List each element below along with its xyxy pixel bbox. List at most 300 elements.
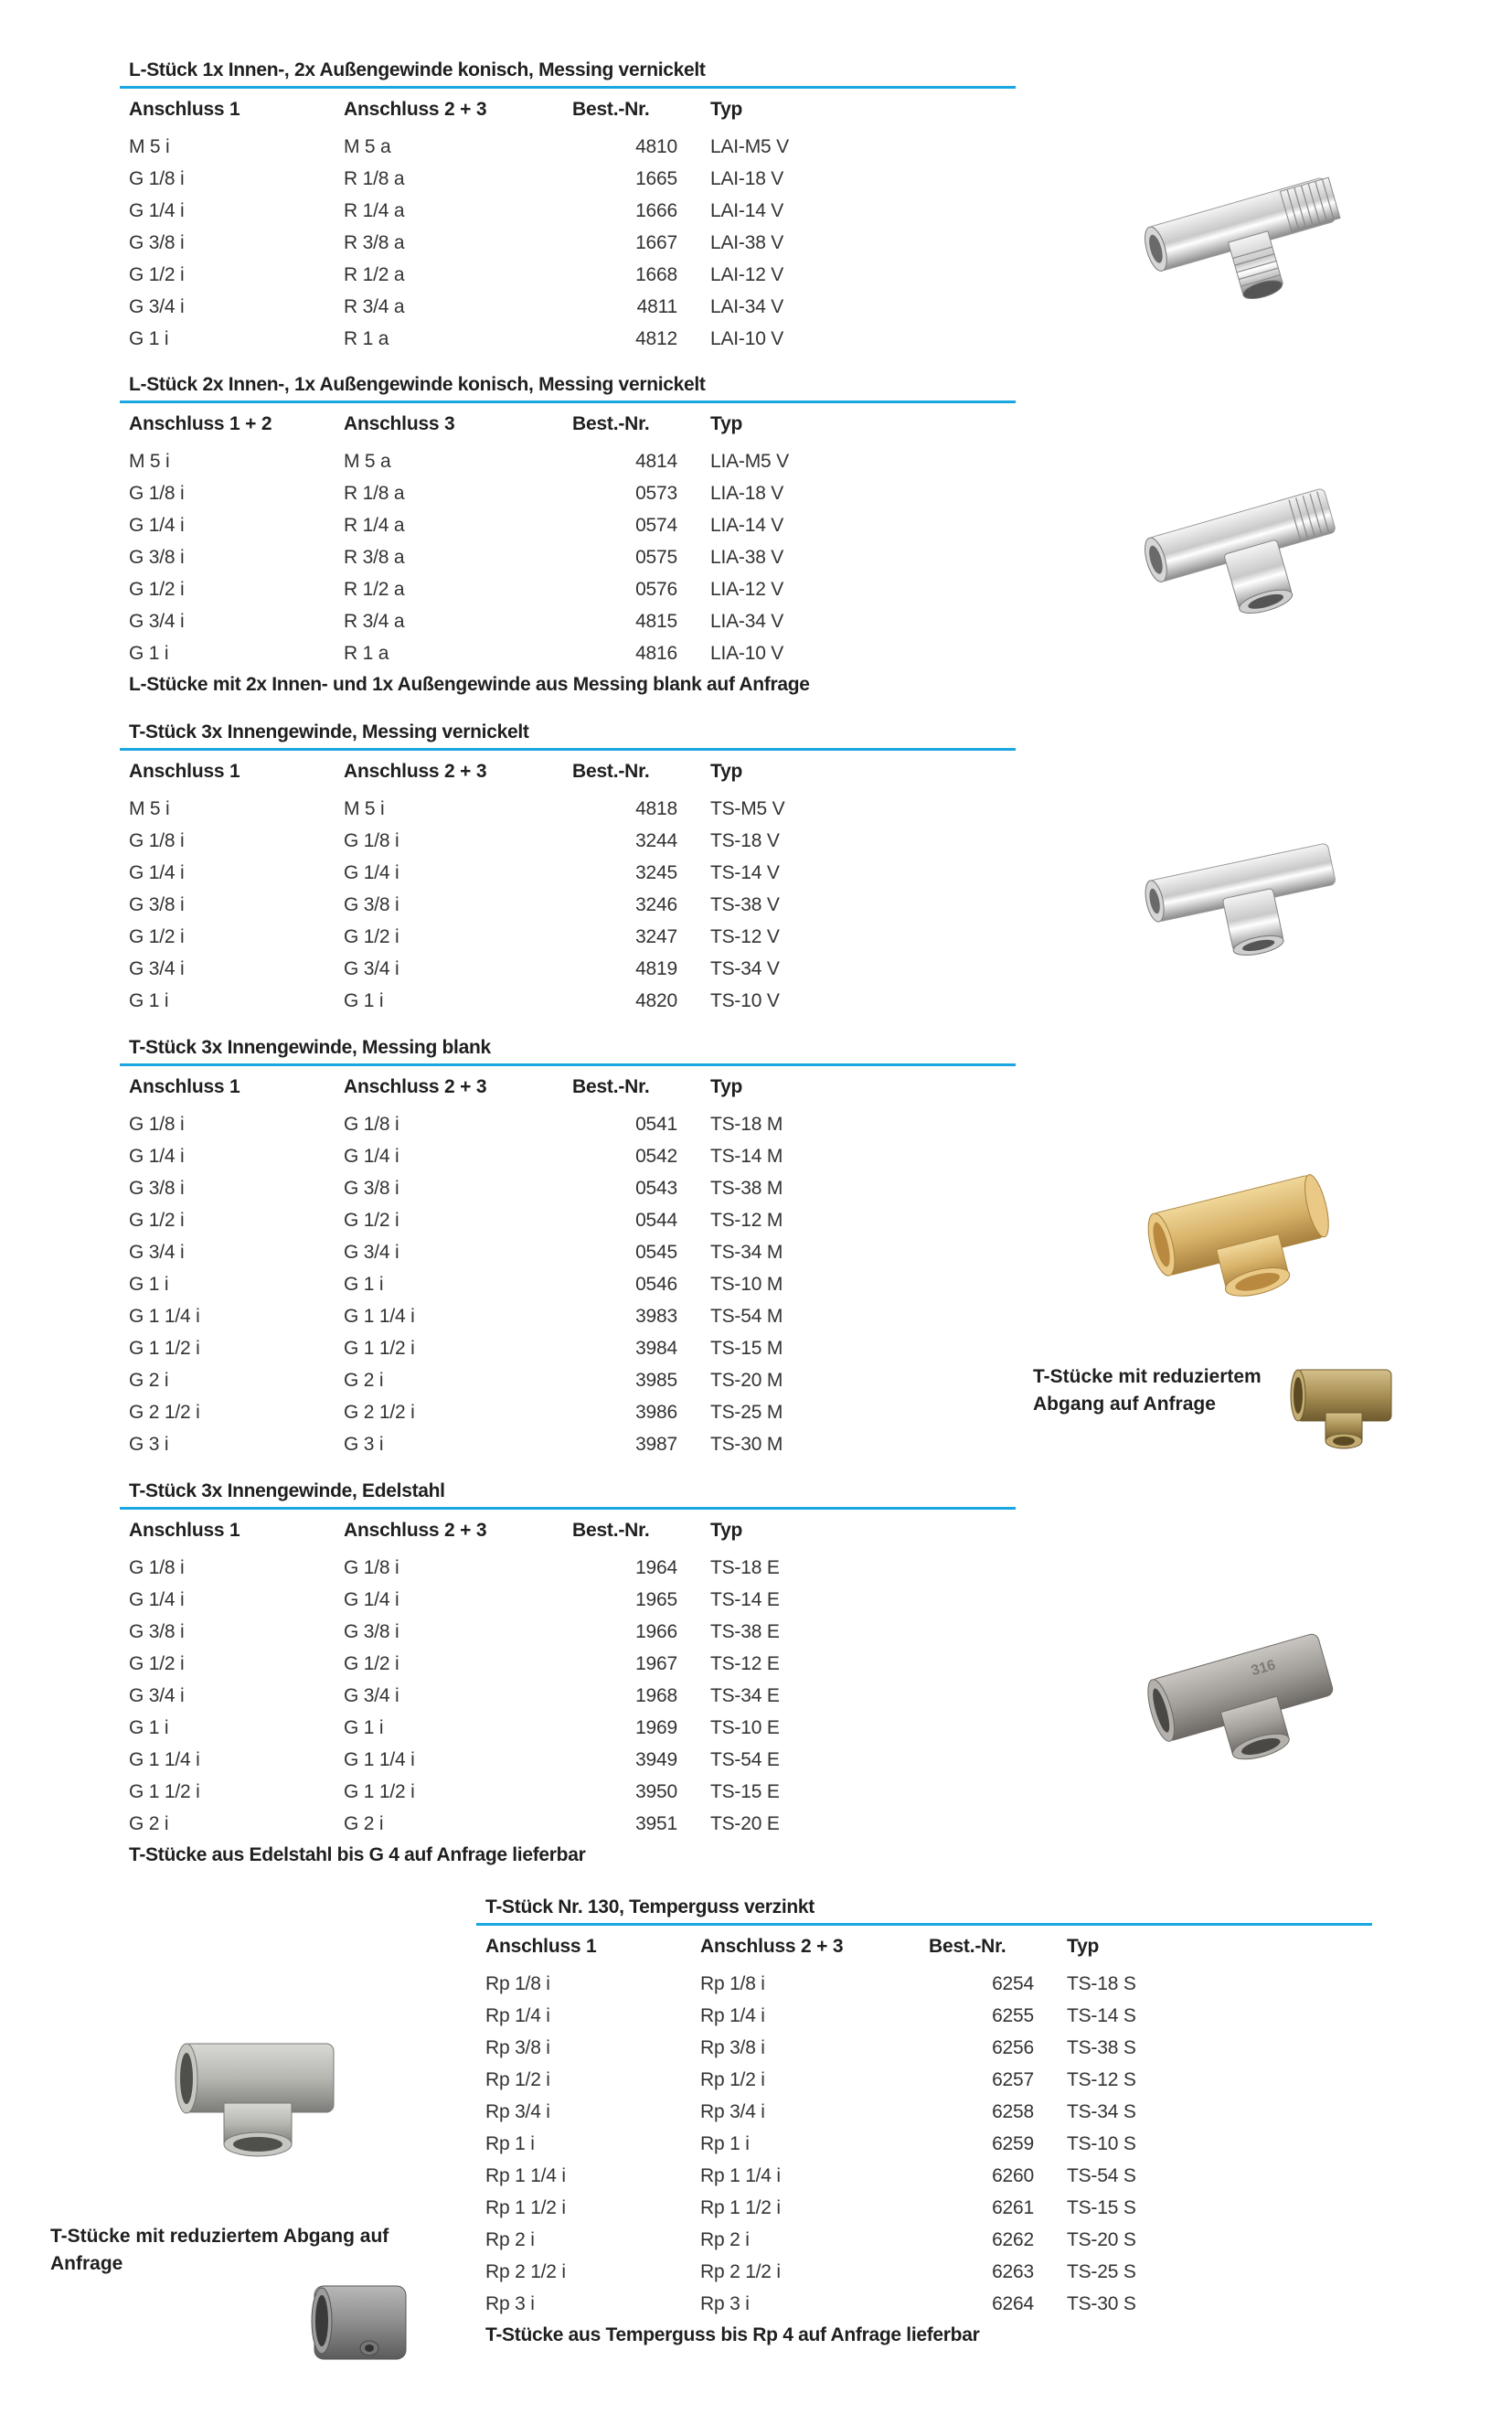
cell-connection-2: R 1/8 a [344, 168, 405, 189]
cell-connection-2: G 1/4 i [344, 1146, 399, 1167]
cell-connection-1: G 1/8 i [129, 1557, 185, 1578]
cell-connection-2: G 3/8 i [344, 1178, 399, 1199]
cell-type: TS-20 M [710, 1370, 783, 1391]
table-row [120, 1712, 1016, 1744]
cell-connection-2: G 3/4 i [344, 958, 399, 979]
cell-connection-1: M 5 i [129, 451, 170, 472]
cell-connection-2: R 1/2 a [344, 264, 405, 285]
table-row [120, 1268, 1016, 1300]
cell-connection-2: M 5 i [344, 798, 385, 819]
cell-type: TS-20 E [710, 1813, 780, 1834]
column-header-type: Typ [710, 761, 743, 782]
table-row [120, 1108, 1016, 1140]
column-header-connection-1: Anschluss 1 [129, 1520, 240, 1541]
cell-order-number: 3951 [635, 1813, 677, 1834]
cell-connection-2: M 5 a [344, 136, 391, 157]
cell-connection-2: G 1 1/4 i [344, 1749, 415, 1770]
cell-connection-2: M 5 a [344, 451, 391, 472]
galvanized-tee-icon [174, 2035, 338, 2163]
cell-connection-1: M 5 i [129, 136, 170, 157]
cell-connection-1: Rp 3 i [485, 2293, 535, 2314]
side-note-line: Abgang auf Anfrage [1033, 1394, 1216, 1415]
cell-type: TS-38 E [710, 1621, 780, 1642]
cell-order-number: 0576 [635, 579, 677, 600]
cell-connection-1: G 1/2 i [129, 926, 185, 947]
column-header-order-number: Best.-Nr. [572, 761, 650, 782]
column-header-connection-1: Anschluss 1 [129, 761, 240, 782]
cell-order-number: 0574 [635, 515, 677, 536]
cell-type: TS-54 E [710, 1749, 780, 1770]
table-row [120, 1808, 1016, 1840]
table-row [120, 227, 1016, 259]
product-table [120, 1510, 1016, 1840]
side-note-line: T-Stücke mit reduziertem Abgang auf [50, 2226, 389, 2247]
cell-connection-2: Rp 3 i [700, 2293, 750, 2314]
cell-type: LIA-M5 V [710, 451, 789, 472]
cell-connection-2: G 1 i [344, 990, 384, 1011]
column-header-connection-1: Anschluss 1 [485, 1936, 597, 1957]
cell-order-number: 4819 [635, 958, 677, 979]
cell-connection-1: G 3 i [129, 1434, 169, 1455]
cell-order-number: 3247 [635, 926, 677, 947]
cell-type: TS-54 M [710, 1306, 783, 1327]
cell-type: LAI-M5 V [710, 136, 789, 157]
cell-order-number: 0573 [635, 483, 677, 504]
cell-order-number: 4811 [636, 296, 677, 317]
cell-order-number: 3986 [635, 1402, 677, 1423]
table-row [120, 1172, 1016, 1204]
cell-connection-2: R 3/4 a [344, 611, 405, 632]
section-title: L-Stück 1x Innen-, 2x Außengewinde konisch, Messing vernickelt [129, 59, 706, 80]
cell-order-number: 6258 [992, 2101, 1034, 2122]
cell-order-number: 3983 [635, 1306, 677, 1327]
table-row [120, 1396, 1016, 1428]
table-row [476, 2064, 1372, 2096]
table-row [120, 921, 1016, 953]
table-row [120, 259, 1016, 291]
cell-order-number: 0541 [635, 1114, 677, 1135]
section-tee-nickel [120, 719, 1016, 1017]
cell-connection-2: Rp 1 1/2 i [700, 2197, 781, 2218]
cell-type: LIA-18 V [710, 483, 784, 504]
cell-type: TS-25 M [710, 1402, 783, 1423]
cell-order-number: 1666 [635, 200, 677, 221]
stainless-tee-icon [1143, 1609, 1344, 1774]
column-header-connection-1: Anschluss 1 + 2 [129, 413, 272, 434]
cell-type: LAI-10 V [710, 328, 784, 349]
table-row [120, 131, 1016, 163]
cell-connection-2: Rp 1/8 i [700, 1973, 765, 1994]
cell-order-number: 1668 [635, 264, 677, 285]
cell-connection-2: G 1/2 i [344, 1210, 399, 1231]
column-header-order-number: Best.-Nr. [572, 1520, 650, 1541]
table-row [120, 573, 1016, 605]
cell-order-number: 1665 [635, 168, 677, 189]
table-row [120, 1552, 1016, 1584]
table-row [120, 1680, 1016, 1712]
column-header-connection-2: Anschluss 2 + 3 [344, 1520, 487, 1541]
cell-type: TS-12 V [710, 926, 780, 947]
cell-type: LIA-12 V [710, 579, 784, 600]
tee-fitting-icon [1134, 146, 1353, 311]
cell-type: TS-10 S [1067, 2133, 1136, 2154]
cell-connection-1: G 3/8 i [129, 547, 185, 568]
cell-type: LAI-12 V [710, 264, 784, 285]
cell-connection-1: G 3/8 i [129, 894, 185, 915]
cell-connection-1: G 1/8 i [129, 830, 185, 851]
product-table [120, 403, 1016, 669]
section-footnote: T-Stücke aus Temperguss bis Rp 4 auf Anfrage lieferbar [485, 2324, 980, 2345]
cell-connection-1: G 1/4 i [129, 1146, 185, 1167]
cell-order-number: 3949 [635, 1749, 677, 1770]
table-row [120, 477, 1016, 509]
cell-type: TS-10 M [710, 1274, 783, 1295]
cell-connection-1: G 1 1/2 i [129, 1781, 200, 1802]
cell-order-number: 6263 [992, 2261, 1034, 2282]
column-header-connection-2: Anschluss 2 + 3 [700, 1936, 844, 1957]
table-row [120, 195, 1016, 227]
table-row [120, 953, 1016, 985]
table-row [476, 2224, 1372, 2256]
cell-order-number: 6259 [992, 2133, 1034, 2154]
cell-order-number: 3985 [635, 1370, 677, 1391]
table-header-row [120, 1510, 1016, 1552]
cell-connection-1: G 1 1/2 i [129, 1338, 200, 1359]
section-title: L-Stück 2x Innen-, 1x Außengewinde konisch, Messing vernickelt [129, 374, 706, 395]
table-row [120, 1140, 1016, 1172]
cell-connection-1: G 1/2 i [129, 1210, 185, 1231]
product-image-stainless-tee [1143, 1609, 1344, 1774]
section-l-piece-2f-1m [120, 371, 1016, 700]
cell-connection-2: R 3/8 a [344, 547, 405, 568]
cell-connection-2: R 1/8 a [344, 483, 405, 504]
cell-order-number: 3987 [635, 1434, 677, 1455]
table-row [120, 1744, 1016, 1776]
cell-connection-1: Rp 1 1/4 i [485, 2165, 566, 2186]
cell-type: TS-12 E [710, 1653, 780, 1674]
column-header-type: Typ [710, 413, 743, 434]
table-row [476, 2096, 1372, 2128]
cell-connection-1: G 2 i [129, 1370, 169, 1391]
cell-type: TS-18 M [710, 1114, 783, 1135]
cell-type: TS-34 S [1067, 2101, 1136, 2122]
product-image-nickel-tee-2f-1m [1134, 457, 1353, 622]
section-tee-stainless [120, 1478, 1016, 1871]
cell-connection-1: Rp 1 i [485, 2133, 535, 2154]
cell-connection-1: Rp 1/4 i [485, 2005, 550, 2026]
cell-connection-1: G 1/8 i [129, 168, 185, 189]
table-row [476, 2288, 1372, 2320]
cell-type: TS-12 S [1067, 2069, 1136, 2090]
table-row [120, 445, 1016, 477]
cell-connection-1: G 1/2 i [129, 579, 185, 600]
cell-connection-2: G 3/4 i [344, 1685, 399, 1706]
cell-connection-1: G 1/8 i [129, 483, 185, 504]
cell-connection-2: G 1/8 i [344, 830, 399, 851]
side-note-reduced-tee-brass [1033, 1363, 1307, 1418]
cell-order-number: 4818 [635, 798, 677, 819]
cell-connection-1: Rp 2 1/2 i [485, 2261, 566, 2282]
cell-order-number: 6256 [992, 2037, 1034, 2058]
cell-type: TS-M5 V [710, 798, 785, 819]
section-title: T-Stück Nr. 130, Temperguss verzinkt [485, 1896, 815, 1917]
cell-connection-2: G 1/8 i [344, 1114, 399, 1135]
table-row [476, 1968, 1372, 2000]
cell-connection-1: G 1/4 i [129, 1589, 185, 1610]
cell-connection-1: Rp 1/8 i [485, 1973, 550, 1994]
cell-type: TS-38 S [1067, 2037, 1136, 2058]
cell-type: LIA-10 V [710, 643, 784, 664]
cell-connection-1: G 3/4 i [129, 296, 185, 317]
product-image-brass-tee [1143, 1143, 1335, 1308]
section-title: T-Stück 3x Innengewinde, Messing blank [129, 1037, 491, 1058]
cell-connection-1: G 1/4 i [129, 862, 185, 883]
table-row [476, 2000, 1372, 2032]
table-row [120, 1584, 1016, 1616]
cell-order-number: 6260 [992, 2165, 1034, 2186]
cell-order-number: 6264 [992, 2293, 1034, 2314]
cell-type: LAI-18 V [710, 168, 784, 189]
cell-order-number: 4812 [635, 328, 677, 349]
product-image-brass-reducing-tee [1287, 1362, 1397, 1452]
cell-order-number: 0543 [635, 1178, 677, 1199]
cell-connection-2: G 1 i [344, 1717, 384, 1738]
cell-type: TS-34 M [710, 1242, 783, 1263]
cell-connection-1: G 1 i [129, 643, 169, 664]
product-image-galvanized-tee [174, 2035, 338, 2163]
cell-type: TS-15 S [1067, 2197, 1136, 2218]
cell-order-number: 6257 [992, 2069, 1034, 2090]
cell-connection-2: G 1/4 i [344, 862, 399, 883]
cell-connection-1: G 1/2 i [129, 1653, 185, 1674]
cell-type: TS-10 E [710, 1717, 780, 1738]
table-row [120, 1300, 1016, 1332]
table-row [120, 1332, 1016, 1364]
cell-order-number: 6262 [992, 2229, 1034, 2250]
table-row [120, 857, 1016, 889]
cell-type: TS-38 M [710, 1178, 783, 1199]
cell-connection-1: Rp 2 i [485, 2229, 535, 2250]
cell-type: TS-14 E [710, 1589, 780, 1610]
column-header-connection-1: Anschluss 1 [129, 1076, 240, 1097]
cell-connection-2: R 1 a [344, 643, 389, 664]
table-row [476, 2160, 1372, 2192]
table-row [120, 1648, 1016, 1680]
column-header-type: Typ [1067, 1936, 1100, 1957]
table-header-row [120, 403, 1016, 445]
column-header-order-number: Best.-Nr. [572, 99, 650, 120]
cell-order-number: 3245 [635, 862, 677, 883]
table-row [120, 637, 1016, 669]
cell-connection-1: G 2 1/2 i [129, 1402, 200, 1423]
cell-order-number: 1964 [635, 1557, 677, 1578]
cell-connection-1: G 1/4 i [129, 515, 185, 536]
cell-connection-2: G 1/4 i [344, 1589, 399, 1610]
section-tee-malleable-iron [476, 1894, 1372, 2351]
cell-order-number: 1966 [635, 1621, 677, 1642]
cell-type: TS-18 S [1067, 1973, 1136, 1994]
cell-type: LIA-34 V [710, 611, 784, 632]
cell-order-number: 0542 [635, 1146, 677, 1167]
table-row [120, 163, 1016, 195]
section-title: T-Stück 3x Innengewinde, Edelstahl [129, 1480, 445, 1501]
cell-type: TS-54 S [1067, 2165, 1136, 2186]
cell-type: TS-15 E [710, 1781, 780, 1802]
table-row [120, 1616, 1016, 1648]
cell-order-number: 4816 [635, 643, 677, 664]
table-header-row [120, 89, 1016, 131]
table-row [120, 605, 1016, 637]
cell-order-number: 0545 [635, 1242, 677, 1263]
cell-type: TS-14 S [1067, 2005, 1136, 2026]
cell-connection-1: G 3/8 i [129, 232, 185, 253]
tee-fitting-icon [1134, 805, 1353, 969]
cell-order-number: 4820 [635, 990, 677, 1011]
cell-order-number: 3950 [635, 1781, 677, 1802]
product-table [120, 751, 1016, 1017]
cell-connection-2: G 1/2 i [344, 1653, 399, 1674]
cell-order-number: 0544 [635, 1210, 677, 1231]
cell-order-number: 1965 [635, 1589, 677, 1610]
table-row [120, 541, 1016, 573]
cell-connection-1: G 1/4 i [129, 200, 185, 221]
cell-connection-2: R 1/4 a [344, 200, 405, 221]
table-row [120, 793, 1016, 825]
column-header-connection-2: Anschluss 3 [344, 413, 455, 434]
cell-order-number: 6254 [992, 1973, 1034, 1994]
cell-connection-2: G 1/8 i [344, 1557, 399, 1578]
cell-connection-2: Rp 1/4 i [700, 2005, 765, 2026]
column-header-order-number: Best.-Nr. [572, 1076, 650, 1097]
column-header-order-number: Best.-Nr. [929, 1936, 1006, 1957]
cell-connection-2: G 1/2 i [344, 926, 399, 947]
table-row [120, 889, 1016, 921]
cell-connection-1: G 1/2 i [129, 264, 185, 285]
cell-connection-1: G 3/4 i [129, 1242, 185, 1263]
column-header-type: Typ [710, 1520, 743, 1541]
cell-connection-1: G 1 i [129, 328, 169, 349]
cell-type: TS-18 V [710, 830, 780, 851]
product-image-nickel-tee-1f-2m [1134, 146, 1353, 311]
cell-connection-2: Rp 3/4 i [700, 2101, 765, 2122]
cell-order-number: 6261 [992, 2197, 1034, 2218]
cell-type: LIA-14 V [710, 515, 784, 536]
cell-type: TS-12 M [710, 1210, 783, 1231]
stainless-mark: 316 [1249, 1657, 1278, 1680]
side-note-reduced-tee-galvanized [50, 2223, 434, 2278]
table-row [120, 1776, 1016, 1808]
table-row [120, 509, 1016, 541]
cell-type: TS-30 S [1067, 2293, 1136, 2314]
cell-order-number: 3984 [635, 1338, 677, 1359]
cell-connection-2: Rp 2 i [700, 2229, 750, 2250]
cell-connection-2: G 3/4 i [344, 1242, 399, 1263]
cell-connection-1: Rp 3/8 i [485, 2037, 550, 2058]
column-header-connection-2: Anschluss 2 + 3 [344, 99, 487, 120]
table-row [120, 1204, 1016, 1236]
column-header-connection-1: Anschluss 1 [129, 99, 240, 120]
cell-connection-2: Rp 2 1/2 i [700, 2261, 781, 2282]
cell-connection-1: M 5 i [129, 798, 170, 819]
galvanized-reducing-tee-icon [309, 2282, 410, 2365]
cell-order-number: 6255 [992, 2005, 1034, 2026]
column-header-order-number: Best.-Nr. [572, 413, 650, 434]
cell-connection-2: R 3/8 a [344, 232, 405, 253]
table-header-row [476, 1926, 1372, 1968]
cell-order-number: 4810 [635, 136, 677, 157]
cell-connection-2: G 2 i [344, 1813, 384, 1834]
column-header-type: Typ [710, 1076, 743, 1097]
cell-type: TS-10 V [710, 990, 780, 1011]
cell-connection-2: Rp 1 1/4 i [700, 2165, 781, 2186]
cell-connection-1: G 1 i [129, 1274, 169, 1295]
table-row [120, 1428, 1016, 1460]
cell-connection-2: G 3/8 i [344, 1621, 399, 1642]
cell-type: LAI-38 V [710, 232, 784, 253]
cell-connection-1: G 3/4 i [129, 1685, 185, 1706]
cell-connection-2: Rp 1 i [700, 2133, 750, 2154]
brass-reducing-tee-icon [1287, 1362, 1397, 1452]
cell-type: TS-18 E [710, 1557, 780, 1578]
table-row [476, 2128, 1372, 2160]
cell-connection-2: G 1 1/2 i [344, 1338, 415, 1359]
cell-order-number: 3246 [635, 894, 677, 915]
cell-connection-1: G 3/4 i [129, 611, 185, 632]
table-row [120, 323, 1016, 355]
cell-connection-1: G 2 i [129, 1813, 169, 1834]
cell-connection-2: G 2 i [344, 1370, 384, 1391]
cell-order-number: 0575 [635, 547, 677, 568]
cell-connection-2: G 3 i [344, 1434, 384, 1455]
table-header-row [120, 1066, 1016, 1108]
section-title: T-Stück 3x Innengewinde, Messing vernickelt [129, 721, 529, 742]
cell-connection-2: G 2 1/2 i [344, 1402, 415, 1423]
table-row [476, 2032, 1372, 2064]
column-header-connection-2: Anschluss 2 + 3 [344, 1076, 487, 1097]
table-row [120, 291, 1016, 323]
cell-connection-2: R 1/4 a [344, 515, 405, 536]
section-tee-brass [120, 1034, 1016, 1460]
cell-order-number: 4815 [635, 611, 677, 632]
cell-connection-2: R 1/2 a [344, 579, 405, 600]
cell-connection-2: G 1 1/4 i [344, 1306, 415, 1327]
cell-order-number: 1667 [635, 232, 677, 253]
cell-order-number: 1969 [635, 1717, 677, 1738]
cell-connection-1: G 3/8 i [129, 1178, 185, 1199]
cell-type: TS-14 V [710, 862, 780, 883]
cell-connection-2: R 1 a [344, 328, 389, 349]
cell-type: LAI-34 V [710, 296, 784, 317]
cell-connection-2: G 1 i [344, 1274, 384, 1295]
cell-connection-1: Rp 1/2 i [485, 2069, 550, 2090]
cell-type: TS-15 M [710, 1338, 783, 1359]
tee-fitting-icon [1134, 457, 1353, 622]
table-row [120, 985, 1016, 1017]
cell-connection-1: Rp 3/4 i [485, 2101, 550, 2122]
cell-type: LIA-38 V [710, 547, 784, 568]
cell-connection-1: G 3/4 i [129, 958, 185, 979]
section-footnote: L-Stücke mit 2x Innen- und 1x Außengewinde aus Messing blank auf Anfrage [129, 674, 810, 695]
cell-connection-1: Rp 1 1/2 i [485, 2197, 566, 2218]
table-row [120, 1236, 1016, 1268]
cell-order-number: 0546 [635, 1274, 677, 1295]
table-row [120, 1364, 1016, 1396]
section-footnote: T-Stücke aus Edelstahl bis G 4 auf Anfrage lieferbar [129, 1844, 586, 1865]
cell-connection-2: Rp 3/8 i [700, 2037, 765, 2058]
table-row [120, 825, 1016, 857]
cell-order-number: 4814 [635, 451, 677, 472]
cell-order-number: 1967 [635, 1653, 677, 1674]
